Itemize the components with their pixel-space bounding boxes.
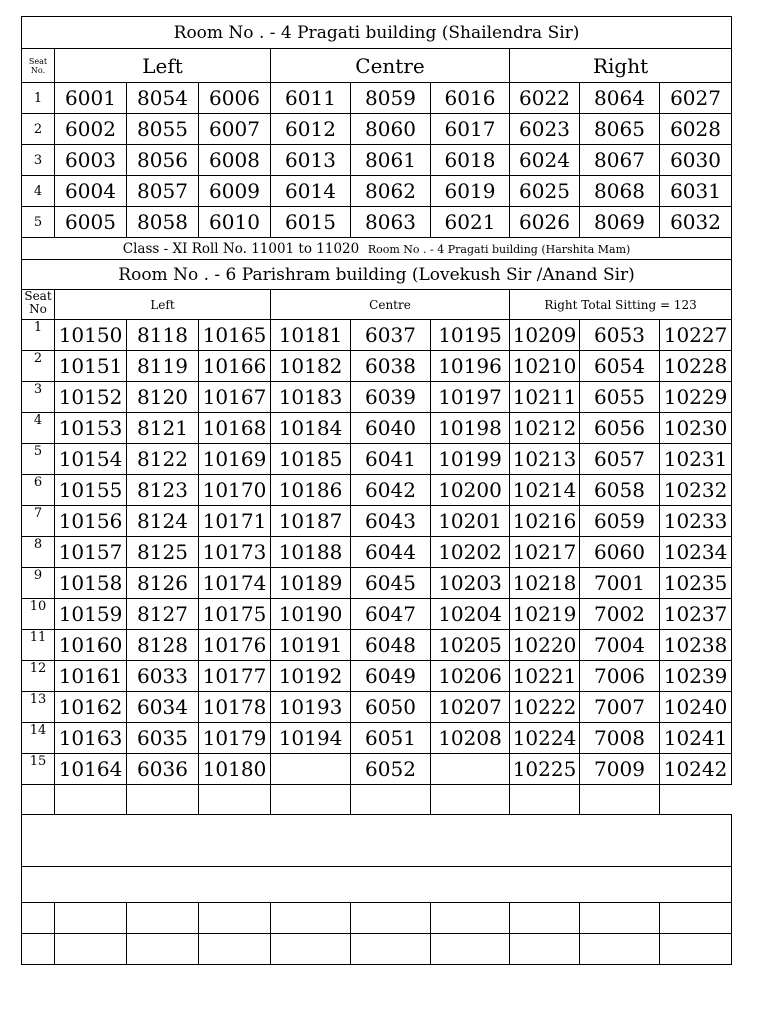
blank-cell [510, 903, 580, 934]
room4-roll-number: 6011 [271, 83, 351, 114]
blank-cell [271, 903, 351, 934]
blank-cell [660, 903, 732, 934]
room6-roll-number: 10220 [510, 630, 580, 661]
room6-roll-number: 10186 [271, 475, 351, 506]
room6-roll-number: 10154 [55, 444, 127, 475]
room6-roll-number: 10158 [55, 568, 127, 599]
room4-roll-number: 6001 [55, 83, 127, 114]
info-line [22, 238, 732, 260]
room4-roll-number: 8055 [127, 114, 199, 145]
room6-roll-number: 6052 [351, 754, 431, 785]
room4-roll-number: 6025 [510, 176, 580, 207]
room6-table-row [22, 444, 732, 475]
room6-header-row [22, 290, 732, 320]
room6-roll-number: 6053 [580, 320, 660, 351]
blank-cell [127, 934, 199, 965]
room4-roll-number: 8057 [127, 176, 199, 207]
room4-roll-number: 8063 [351, 207, 431, 238]
room4-roll-number: 6028 [660, 114, 732, 145]
room6-roll-number: 10212 [510, 413, 580, 444]
room6-roll-number: 10184 [271, 413, 351, 444]
room6-roll-number: 6048 [351, 630, 431, 661]
blank-cell [22, 903, 55, 934]
room6-roll-number: 10191 [271, 630, 351, 661]
room6-roll-number: 10225 [510, 754, 580, 785]
room6-roll-number: 10179 [199, 723, 271, 754]
room6-roll-number: 10176 [199, 630, 271, 661]
room4-roll-number: 6009 [199, 176, 271, 207]
room4-roll-number: 8067 [580, 145, 660, 176]
room6-table-row [22, 475, 732, 506]
room6-roll-number: 6037 [351, 320, 431, 351]
room6-roll-number: 6057 [580, 444, 660, 475]
room6-roll-number: 10232 [660, 475, 732, 506]
room6-roll-number: 10169 [199, 444, 271, 475]
room6-roll-number: 10194 [271, 723, 351, 754]
room6-roll-number: 10203 [431, 568, 510, 599]
room4-right-label: Right [510, 49, 732, 83]
room4-roll-number: 6032 [660, 207, 732, 238]
room6-roll-number: 10233 [660, 506, 732, 537]
room6-title: Room No . - 6 Parishram building (Lovekush Sir /Anand Sir) [22, 260, 732, 290]
room4-roll-number: 6016 [431, 83, 510, 114]
room6-roll-number: 10195 [431, 320, 510, 351]
room6-roll-number: 10222 [510, 692, 580, 723]
room6-seat-number: 13 [22, 692, 55, 723]
room4-roll-number: 8059 [351, 83, 431, 114]
room6-seat-number: 9 [22, 568, 55, 599]
room4-roll-number: 8061 [351, 145, 431, 176]
room6-roll-number: 10241 [660, 723, 732, 754]
room6-roll-number: 10237 [660, 599, 732, 630]
room6-roll-number: 7009 [580, 754, 660, 785]
room6-roll-number [271, 754, 351, 785]
room4-roll-number: 8060 [351, 114, 431, 145]
blank-cell [431, 934, 510, 965]
room6-seat-number: 14 [22, 723, 55, 754]
room6-roll-number: 6049 [351, 661, 431, 692]
room6-roll-number: 10213 [510, 444, 580, 475]
room6-roll-number: 10187 [271, 506, 351, 537]
blank-cell [55, 934, 127, 965]
room6-roll-number: 8121 [127, 413, 199, 444]
room4-roll-number: 6010 [199, 207, 271, 238]
room6-roll-number: 6047 [351, 599, 431, 630]
room6-roll-number: 6036 [127, 754, 199, 785]
room6-roll-number: 10199 [431, 444, 510, 475]
room6-seat-number: 1 [22, 320, 55, 351]
room6-seat-number: 15 [22, 754, 55, 785]
room6-roll-number: 10231 [660, 444, 732, 475]
blank-row [22, 934, 732, 965]
room6-seat-number: 11 [22, 630, 55, 661]
blank-cell [127, 785, 199, 815]
room6-roll-number: 10166 [199, 351, 271, 382]
room4-roll-number: 6022 [510, 83, 580, 114]
room6-table-row [22, 754, 732, 785]
room4-roll-number: 6004 [55, 176, 127, 207]
room6-seat-number: 6 [22, 475, 55, 506]
room4-table-row [22, 176, 732, 207]
room6-roll-number: 10167 [199, 382, 271, 413]
room6-roll-number: 6039 [351, 382, 431, 413]
room6-roll-number: 8128 [127, 630, 199, 661]
blank-cell [22, 867, 732, 903]
room4-roll-number: 6026 [510, 207, 580, 238]
room6-roll-number: 10181 [271, 320, 351, 351]
room4-left-label: Left [55, 49, 271, 83]
room4-roll-number: 6008 [199, 145, 271, 176]
room6-roll-number: 10190 [271, 599, 351, 630]
room6-seat-label: Seat No [22, 290, 55, 320]
room6-roll-number: 7004 [580, 630, 660, 661]
room6-seat-number: 3 [22, 382, 55, 413]
room6-roll-number: 10208 [431, 723, 510, 754]
room6-seat-number: 12 [22, 661, 55, 692]
room6-roll-number: 8118 [127, 320, 199, 351]
room6-roll-number: 10174 [199, 568, 271, 599]
blank-cell [660, 934, 732, 965]
room6-roll-number: 8122 [127, 444, 199, 475]
room6-roll-number: 7008 [580, 723, 660, 754]
room4-roll-number: 8069 [580, 207, 660, 238]
blank-cell [22, 815, 732, 867]
room6-seat-number: 2 [22, 351, 55, 382]
room6-right-label: Right Total Sitting = 123 [510, 290, 732, 320]
room6-roll-number: 8126 [127, 568, 199, 599]
room6-roll-number: 10206 [431, 661, 510, 692]
room6-roll-number: 10183 [271, 382, 351, 413]
blank-cell [580, 903, 660, 934]
room6-roll-number: 6050 [351, 692, 431, 723]
room4-seat-number: 4 [22, 176, 55, 207]
room6-roll-number: 10192 [271, 661, 351, 692]
room6-left-label: Left [55, 290, 271, 320]
room4-roll-number: 6014 [271, 176, 351, 207]
room6-roll-number: 10238 [660, 630, 732, 661]
room6-roll-number: 6038 [351, 351, 431, 382]
info-room-text: Room No . - 4 Pragati building (Harshita Mam) [367, 242, 631, 256]
room6-roll-number: 10204 [431, 599, 510, 630]
room6-roll-number: 10234 [660, 537, 732, 568]
room4-seat-number: 3 [22, 145, 55, 176]
room6-table-row [22, 413, 732, 444]
room6-roll-number: 10228 [660, 351, 732, 382]
room6-roll-number [431, 754, 510, 785]
room4-roll-number: 6019 [431, 176, 510, 207]
room6-roll-number: 6045 [351, 568, 431, 599]
room6-roll-number: 10152 [55, 382, 127, 413]
room6-roll-number: 6051 [351, 723, 431, 754]
room6-roll-number: 10205 [431, 630, 510, 661]
room6-roll-number: 10151 [55, 351, 127, 382]
room4-roll-number: 6006 [199, 83, 271, 114]
room4-table-row [22, 145, 732, 176]
room6-roll-number: 10201 [431, 506, 510, 537]
room6-roll-number: 10210 [510, 351, 580, 382]
room4-seat-number: 2 [22, 114, 55, 145]
room6-roll-number: 7006 [580, 661, 660, 692]
room6-seat-number: 10 [22, 599, 55, 630]
room6-roll-number: 6044 [351, 537, 431, 568]
blank-cell [510, 785, 580, 815]
room6-roll-number: 10209 [510, 320, 580, 351]
room4-roll-number: 6017 [431, 114, 510, 145]
room6-roll-number: 8125 [127, 537, 199, 568]
room4-roll-number: 6013 [271, 145, 351, 176]
room4-roll-number: 6003 [55, 145, 127, 176]
room4-roll-number: 8054 [127, 83, 199, 114]
room6-roll-number: 10162 [55, 692, 127, 723]
room4-roll-number: 6027 [660, 83, 732, 114]
room4-roll-number: 6005 [55, 207, 127, 238]
room4-roll-number: 6015 [271, 207, 351, 238]
room6-roll-number: 10197 [431, 382, 510, 413]
room6-roll-number: 10207 [431, 692, 510, 723]
room6-seat-number: 7 [22, 506, 55, 537]
info-class-text: Class - XI Roll No. 11001 to 11020 [122, 240, 360, 257]
room6-roll-number: 6055 [580, 382, 660, 413]
blank-cell [431, 785, 510, 815]
room6-roll-number: 10157 [55, 537, 127, 568]
room6-roll-number: 6034 [127, 692, 199, 723]
room4-table-row [22, 114, 732, 145]
room4-roll-number: 6024 [510, 145, 580, 176]
room4-title: Room No . - 4 Pragati building (Shailendra Sir) [22, 17, 732, 49]
room4-roll-number: 6018 [431, 145, 510, 176]
blank-cell [22, 934, 55, 965]
room6-roll-number: 10182 [271, 351, 351, 382]
room6-table-row [22, 723, 732, 754]
room6-roll-number: 10219 [510, 599, 580, 630]
room6-table-row [22, 661, 732, 692]
room6-roll-number: 10196 [431, 351, 510, 382]
blank-cell [271, 934, 351, 965]
room6-seat-number: 8 [22, 537, 55, 568]
room6-roll-number: 10168 [199, 413, 271, 444]
room4-roll-number: 8056 [127, 145, 199, 176]
blank-row [22, 903, 732, 934]
room6-roll-number: 10224 [510, 723, 580, 754]
room6-roll-number: 6058 [580, 475, 660, 506]
room6-roll-number: 10171 [199, 506, 271, 537]
room6-roll-number: 10216 [510, 506, 580, 537]
room4-roll-number: 8065 [580, 114, 660, 145]
room6-roll-number: 10229 [660, 382, 732, 413]
room6-roll-number: 10185 [271, 444, 351, 475]
room6-seat-number: 4 [22, 413, 55, 444]
room6-roll-number: 10193 [271, 692, 351, 723]
room6-roll-number: 10214 [510, 475, 580, 506]
room6-table-row [22, 351, 732, 382]
room6-roll-number: 6033 [127, 661, 199, 692]
room6-roll-number: 10156 [55, 506, 127, 537]
room6-roll-number: 10221 [510, 661, 580, 692]
room6-roll-number: 8124 [127, 506, 199, 537]
room6-table-row [22, 382, 732, 413]
blank-row [22, 815, 732, 867]
room6-roll-number: 10165 [199, 320, 271, 351]
blank-cell [351, 785, 431, 815]
room6-roll-number: 10175 [199, 599, 271, 630]
room4-roll-number: 6012 [271, 114, 351, 145]
room6-roll-number: 10163 [55, 723, 127, 754]
room6-roll-number: 10180 [199, 754, 271, 785]
room6-roll-number: 10227 [660, 320, 732, 351]
blank-cell [660, 785, 732, 815]
room4-header-row [22, 49, 732, 83]
room6-roll-number: 6043 [351, 506, 431, 537]
room6-roll-number: 10217 [510, 537, 580, 568]
room4-table-row [22, 207, 732, 238]
room6-roll-number: 10177 [199, 661, 271, 692]
room6-roll-number: 6056 [580, 413, 660, 444]
room6-roll-number: 6035 [127, 723, 199, 754]
room6-roll-number: 10218 [510, 568, 580, 599]
room6-roll-number: 7001 [580, 568, 660, 599]
room4-centre-label: Centre [271, 49, 510, 83]
blank-row [22, 785, 732, 815]
room6-table-row [22, 320, 732, 351]
blank-cell [351, 934, 431, 965]
room6-roll-number: 10160 [55, 630, 127, 661]
blank-cell [510, 934, 580, 965]
seating-plan-body [22, 17, 732, 965]
room6-roll-number: 10189 [271, 568, 351, 599]
room6-table-row [22, 506, 732, 537]
room6-roll-number: 10188 [271, 537, 351, 568]
room4-roll-number: 8068 [580, 176, 660, 207]
room6-roll-number: 10150 [55, 320, 127, 351]
room6-roll-number: 10202 [431, 537, 510, 568]
room6-roll-number: 6041 [351, 444, 431, 475]
room6-table-row [22, 599, 732, 630]
room4-table-row [22, 83, 732, 114]
room6-roll-number: 6059 [580, 506, 660, 537]
room6-roll-number: 6042 [351, 475, 431, 506]
room6-roll-number: 10239 [660, 661, 732, 692]
blank-cell [199, 903, 271, 934]
room4-roll-number: 6023 [510, 114, 580, 145]
blank-cell [580, 785, 660, 815]
room6-roll-number: 10230 [660, 413, 732, 444]
room4-roll-number: 8062 [351, 176, 431, 207]
room6-table-row [22, 692, 732, 723]
blank-cell [127, 903, 199, 934]
blank-cell [199, 934, 271, 965]
room6-roll-number: 10240 [660, 692, 732, 723]
room6-roll-number: 10211 [510, 382, 580, 413]
room6-roll-number: 8123 [127, 475, 199, 506]
room4-seat-number: 1 [22, 83, 55, 114]
room6-roll-number: 10155 [55, 475, 127, 506]
room4-roll-number: 6030 [660, 145, 732, 176]
room6-roll-number: 7007 [580, 692, 660, 723]
room4-roll-number: 6031 [660, 176, 732, 207]
info-row [22, 238, 732, 260]
room6-roll-number: 6060 [580, 537, 660, 568]
room4-roll-number: 6007 [199, 114, 271, 145]
room6-table-row [22, 537, 732, 568]
room6-table-row [22, 568, 732, 599]
room4-roll-number: 8064 [580, 83, 660, 114]
room6-roll-number: 8127 [127, 599, 199, 630]
room6-centre-label: Centre [271, 290, 510, 320]
room6-roll-number: 10159 [55, 599, 127, 630]
room6-roll-number: 10164 [55, 754, 127, 785]
room6-roll-number: 6054 [580, 351, 660, 382]
room6-roll-number: 8119 [127, 351, 199, 382]
room6-roll-number: 10235 [660, 568, 732, 599]
room6-roll-number: 10242 [660, 754, 732, 785]
blank-cell [431, 903, 510, 934]
blank-cell [199, 785, 271, 815]
seating-plan-table [21, 16, 732, 965]
blank-cell [580, 934, 660, 965]
blank-cell [271, 785, 351, 815]
room6-table-row [22, 630, 732, 661]
room6-roll-number: 7002 [580, 599, 660, 630]
blank-cell [22, 785, 55, 815]
room6-roll-number: 10173 [199, 537, 271, 568]
room4-roll-number: 6021 [431, 207, 510, 238]
room6-roll-number: 10200 [431, 475, 510, 506]
room6-roll-number: 8120 [127, 382, 199, 413]
room6-roll-number: 10178 [199, 692, 271, 723]
room6-seat-number: 5 [22, 444, 55, 475]
room6-roll-number: 10170 [199, 475, 271, 506]
room6-roll-number: 6040 [351, 413, 431, 444]
blank-cell [55, 903, 127, 934]
room6-roll-number: 10161 [55, 661, 127, 692]
room6-roll-number: 10198 [431, 413, 510, 444]
blank-cell [55, 785, 127, 815]
room4-roll-number: 6002 [55, 114, 127, 145]
room4-seat-label: Seat No. [22, 49, 55, 83]
blank-row [22, 867, 732, 903]
room4-seat-number: 5 [22, 207, 55, 238]
room4-roll-number: 8058 [127, 207, 199, 238]
room6-roll-number: 10153 [55, 413, 127, 444]
blank-cell [351, 903, 431, 934]
